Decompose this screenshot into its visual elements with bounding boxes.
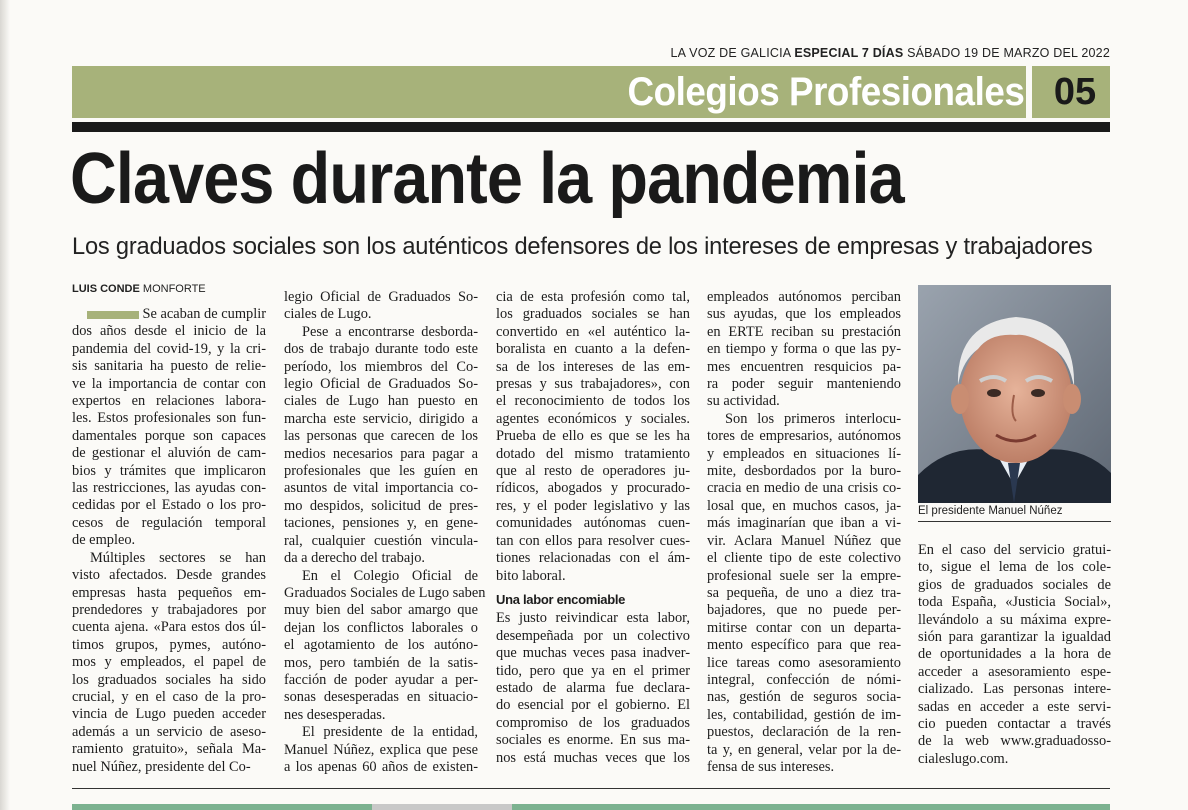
text-line: en ERTE reciban su prestación: [707, 323, 901, 340]
text-line: boralista en cuanto a la defen-: [496, 341, 690, 358]
text-line: toda España, «Justicia Social»,: [918, 594, 1111, 611]
text-line: to, sigue el lema de los cole-: [918, 559, 1111, 576]
text-line: vir. Aclara Manuel Núñez que: [707, 532, 901, 549]
text-line: además a un servicio de aseso-: [72, 723, 266, 740]
text-line: el agotamiento de los autóno-: [284, 637, 478, 654]
section-name: ESPECIAL 7 DÍAS: [794, 46, 904, 60]
text-line: sión para garantizar la igualdad: [918, 629, 1111, 646]
subheadline: Los graduados sociales son los auténticos defensores de los intereses de empresas y trabajadores: [72, 233, 1093, 260]
text-line: cializado. Las personas intere-: [918, 681, 1111, 698]
text-line: el cliente tipo de este colectivo: [707, 550, 901, 567]
text-line: lice tareas como asesoramiento: [707, 654, 901, 671]
text-line: que al resto de operadores ju-: [496, 463, 690, 480]
text-line: mos, pero también de la satis-: [284, 654, 478, 671]
text-line: Manuel Núñez, explica que pese: [284, 741, 478, 758]
text-line: y empleados en situaciones lí-: [707, 445, 901, 462]
text-line: taciones, pensiones y, en gene-: [284, 515, 478, 532]
text-line: asuntos de vital importancia co-: [284, 480, 478, 497]
text-line: comunidades autónomas cuen-: [496, 515, 690, 532]
portrait-photo: [918, 285, 1111, 503]
text-line: cia de esta profesión como tal,: [496, 289, 690, 305]
text-line: presas y sus trabajadores», con: [496, 376, 690, 393]
text-line: período, los miembros del Co-: [284, 358, 478, 375]
text-line: nos está muchas veces que los: [496, 749, 690, 766]
text-line: sa de los intereses de las em-: [496, 358, 690, 375]
text-line: cracia en medio de una crisis co-: [707, 480, 901, 497]
byline: [72, 283, 206, 295]
text-line: mes encuentren resquicios pa-: [707, 358, 901, 375]
article-column-1: [72, 306, 266, 776]
text-line: empleados autónomos perciban: [707, 289, 901, 305]
photo-caption: El presidente Manuel Núñez: [918, 505, 1063, 517]
text-line: su actividad.: [707, 393, 780, 410]
text-line: tiones relacionadas con el ám-: [496, 550, 690, 567]
article-column-3: [496, 289, 690, 767]
text-line: nuel Núñez, presidente del Co-: [72, 758, 251, 775]
text-line: marcha este servicio, dirigido a: [284, 410, 478, 427]
text-line: acceder a asesoramiento espe-: [918, 663, 1111, 680]
text-line: Es justo reivindicar esta labor,: [496, 610, 690, 627]
text-line: muy bien del sabor amargo que: [284, 602, 478, 619]
text-line: bito laboral.: [496, 567, 566, 584]
text-line: Graduados Sociales de Lugo saben: [284, 584, 486, 601]
text-line: convertido en «el auténtico la-: [496, 323, 690, 340]
text-line: dejan los conflictos laborales o: [284, 619, 478, 636]
text-line: compromiso de los graduados: [496, 714, 690, 731]
text-line: da a derecho del trabajo.: [284, 550, 426, 567]
text-line: llevándolo a su máxima expre-: [918, 611, 1111, 628]
text-line: losal que, en muchos casos, ja-: [707, 497, 901, 514]
text-line: El presidente de la entidad,: [302, 724, 478, 741]
caption-rule: [918, 521, 1111, 522]
text-line: legio Oficial de Graduados So-: [284, 289, 478, 305]
text-line: gios de graduados sociales de: [918, 576, 1111, 593]
section-banner: [72, 66, 1110, 118]
text-line: cuenta ajena. «Para estos dos úl-: [72, 619, 266, 636]
text-line: sus ayudas, que los empleados: [707, 306, 901, 323]
text-line: los graduados sociales se han: [496, 306, 690, 323]
text-line: cio pueden contactar a través: [918, 716, 1111, 733]
text-line: timos grupos, pymes, autóno-: [72, 636, 266, 653]
text-line: dos de trabajo durante todo este: [284, 341, 478, 358]
text-line: ta y, en general, velar por la de-: [707, 741, 901, 758]
text-line: las restricciones, las ayudas con-: [72, 480, 266, 497]
text-line: medios necesarios para pagar a: [284, 445, 478, 462]
footer-rule: [72, 788, 1110, 789]
text-line: cedidas por el Estado o los pro-: [72, 497, 266, 514]
text-line: mento específico para que rea-: [707, 637, 901, 654]
text-line: en tiempo y forma o que las py-: [707, 341, 901, 358]
text-line: res, y el poder legislativo y las: [496, 497, 690, 514]
text-line: Son los primeros interlocu-: [725, 410, 901, 427]
text-line: fensa de sus intereses.: [707, 758, 835, 775]
text-line: integral, confección de nómi-: [707, 671, 901, 688]
text-line: rídicos, abogados y procurado-: [496, 480, 690, 497]
text-line: tan con ellos para resolver cues-: [496, 532, 690, 549]
text-line: expertos en relaciones labora-: [72, 393, 266, 410]
text-line: les. Estos profesionales son fun-: [72, 410, 266, 427]
text-line: profesionales que les guíen en: [284, 463, 478, 480]
article-column-4: [707, 289, 901, 776]
text-line: estado de alarma fue declara-: [496, 679, 690, 696]
text-line: dotado del mismo tratamiento: [496, 445, 690, 462]
text-line: ral, cualquier cuestión vincula-: [284, 532, 478, 549]
text-line: nas, gestión de seguros socia-: [707, 689, 901, 706]
header-rule: [72, 122, 1110, 132]
text-line: dos años desde el inicio de la: [72, 323, 266, 340]
text-line: ciales de Lugo.: [284, 306, 372, 323]
page-number: 05: [1053, 71, 1097, 113]
text-line: puestos, declaración de la ren-: [707, 724, 901, 741]
text-line: Múltiples sectores se han: [90, 549, 266, 566]
text-line: mitirse contar con un departa-: [707, 619, 901, 636]
text-line: tores de empresarios, autónomos: [707, 428, 901, 445]
text-line: las personas que carecen de los: [284, 428, 478, 445]
text-line: ra poder seguir manteniendo: [707, 376, 901, 393]
text-line: agentes económicos y sociales.: [496, 410, 690, 427]
text-line: ve la importancia de contar con: [72, 375, 266, 392]
paper-name: LA VOZ DE GALICIA: [670, 46, 791, 60]
text-line: de empleo.: [72, 532, 136, 549]
section-subheading: Una labor encomiable: [496, 591, 626, 607]
article-column-5: [918, 542, 1111, 768]
portrait-illustration: [918, 285, 1111, 503]
text-line: crucial, y en el caso de la pro-: [72, 688, 266, 705]
text-line: cesos de regulación temporal: [72, 514, 266, 531]
text-line: damentales porque son capaces: [72, 427, 266, 444]
text-line: Se acaban de cumplir: [72, 306, 266, 323]
section-title: Colegios Profesionales: [627, 70, 1024, 114]
text-line: sa pequeña, de uno a diez tra-: [707, 584, 901, 601]
text-line: a los apenas 60 años de existen-: [284, 758, 478, 775]
text-line: sadas en acceder a este servi-: [918, 698, 1111, 715]
text-line: facción de poder ayudar a per-: [284, 671, 478, 688]
issue-date: SÁBADO 19 DE MARZO DEL 2022: [907, 46, 1110, 60]
text-line: empresas hasta pequeños em-: [72, 584, 266, 601]
text-line: sis sanitaria ha puesto de relie-: [72, 358, 266, 375]
text-line: Prueba de ello es que se les ha: [496, 428, 690, 445]
masthead: [72, 46, 1110, 60]
text-line: visto afectados. Desde grandes: [72, 567, 266, 584]
byline-place: MONFORTE: [142, 283, 206, 295]
text-line: En el Colegio Oficial de: [302, 567, 478, 584]
text-line: nes desesperadas.: [284, 706, 386, 723]
text-line: vincia de Lugo pueden acceder: [72, 706, 266, 723]
text-line: los graduados sociales ha sido: [72, 671, 266, 688]
banner-separator: [1026, 66, 1032, 118]
text-line: sociales es enorme. En sus ma-: [496, 732, 690, 749]
text-line: desempeñada por un colectivo: [496, 627, 690, 644]
page-edge-shadow: [0, 0, 10, 810]
text-line: ciales de Lugo han puesto en: [284, 393, 478, 410]
text-line: sonas desesperadas en situacio-: [284, 689, 478, 706]
text-line: que muchas veces pasa inadver-: [496, 645, 690, 662]
text-line: profesional suele ser la empre-: [707, 567, 901, 584]
byline-author: LUIS CONDE: [72, 283, 140, 295]
lead-accent-bar: [87, 311, 139, 319]
text-line: bios y trámites que implicaron: [72, 462, 266, 479]
text-line: do esencial por el gobierno. El: [496, 697, 690, 714]
text-line: cialeslugo.com.: [918, 750, 1009, 767]
text-line: mos y empleados, el papel de: [72, 654, 266, 671]
text-line: pandemia del covid-19, y la cri-: [72, 340, 266, 357]
text-line: el reconocimiento de todos los: [496, 393, 690, 410]
text-line: mo despidos, solicitud de pres-: [284, 497, 478, 514]
text-line: Pese a encontrarse desborda-: [302, 323, 478, 340]
text-line: de la web www.graduadosso-: [918, 733, 1111, 750]
text-line: mite, desbordados por la buro-: [707, 463, 901, 480]
article-column-2: [284, 289, 486, 776]
text-line: ramiento gratuito», señala Ma-: [72, 741, 266, 758]
headline: Claves durante la pandemia: [70, 139, 904, 219]
text-line: En el caso del servicio gratui-: [918, 542, 1111, 558]
text-line: tido, pero que ya en el primer: [496, 662, 690, 679]
text-line: les, contabilidad, gestión de im-: [707, 706, 901, 723]
text-line: bajadores, que no puede per-: [707, 602, 901, 619]
text-line: de gestionar el aluvión de cam-: [72, 445, 266, 462]
text-line: legio Oficial de Graduados So-: [284, 376, 478, 393]
text-line: más imaginarían que iban a vi-: [707, 515, 901, 532]
footer-band: [72, 804, 1110, 810]
text-line: prendedores y trabajadores por: [72, 601, 266, 618]
text-line: de oportunidades a la hora de: [918, 646, 1111, 663]
